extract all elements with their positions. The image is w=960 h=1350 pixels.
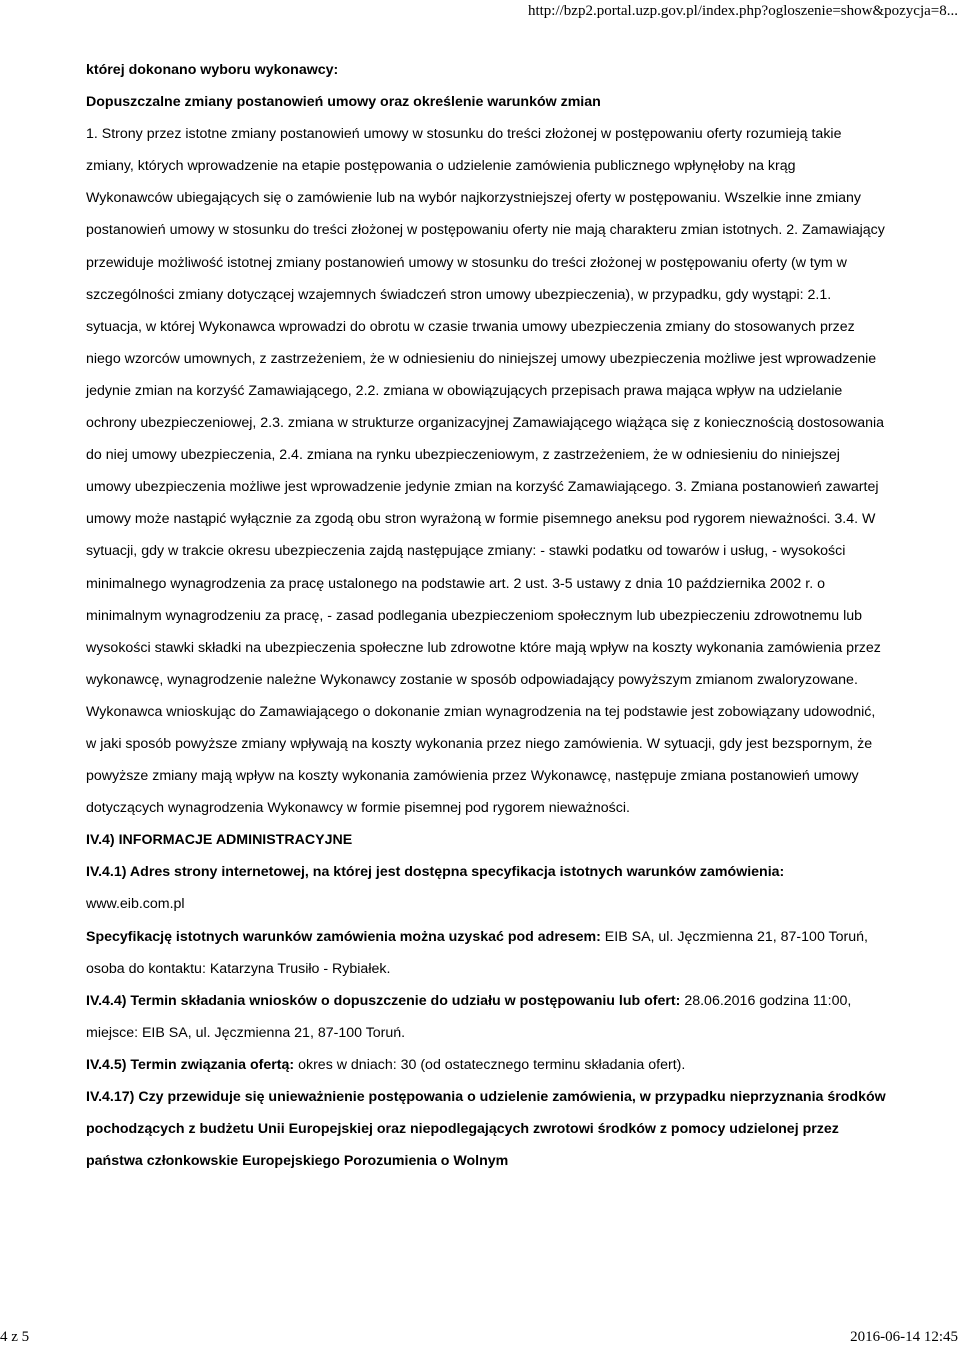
page-url: http://bzp2.portal.uzp.gov.pl/index.php?ogloszenie=show&pozycja=8... <box>527 3 958 19</box>
iv417-label: IV.4.17) Czy przewiduje się unieważnienie postępowania o udzielenie zamówienia, w przypadku nieprzyznania środków pochodzących z budżetu Unii Europejskiej oraz niepodlegających zwrotowi środków z pomocy udzielonej przez państwa członkowskie Europejskiego Porozumienia o Wolnym <box>86 1089 886 1170</box>
changes-heading-text: Dopuszczalne zmiany postanowień umowy oraz określenie warunków zmian <box>86 94 601 111</box>
page-number: 4 z 5 <box>0 1329 30 1345</box>
iv41-value: www.eib.com.pl <box>86 896 185 913</box>
iv41-label <box>86 856 886 888</box>
changes-heading <box>86 86 886 118</box>
intro-heading-text: której dokonano wyboru wykonawcy: <box>86 62 339 78</box>
iv45-paragraph <box>86 1049 886 1081</box>
document-body <box>86 54 886 1177</box>
section-iv4-heading <box>86 824 886 856</box>
iv44-paragraph <box>86 985 886 1049</box>
intro-heading <box>86 54 886 86</box>
iv41-label-text: IV.4.1) Adres strony internetowej, na której jest dostępna specyfikacja istotnych warunków zamówienia: <box>86 864 785 881</box>
iv45-value: okres w dniach: 30 (od ostatecznego terminu składania ofert). <box>294 1056 686 1073</box>
iv44-value: 28.06.2016 godzina 11:00, miejsce: EIB SA, ul. Jęczmienna 21, 87-100 Toruń. <box>86 992 852 1041</box>
siwz-label: Specyfikację istotnych warunków zamówienia można uzyskać pod adresem: <box>86 928 601 945</box>
section-iv4-heading-text: IV.4) INFORMACJE ADMINISTRACYJNE <box>86 832 353 849</box>
siwz-value: EIB SA, ul. Jęczmienna 21, 87-100 Toruń, osoba do kontaktu: Katarzyna Trusiło - Rybiałek. <box>86 928 868 977</box>
changes-body: 1. Strony przez istotne zmiany postanowień umowy w stosunku do treści złożonej w postępowaniu oferty rozumieją takie zmiany, których wprowadzenie na etapie postępowania o udzielenie zamówienia publicznego wpłynęłoby na krąg Wykonawców ubiegających się o zamówienie lub na wybór najkorzystniejszej oferty w postępowaniu. Wszelkie inne zmiany postanowień umowy w stosunku do treści złożonej w postępowaniu oferty nie mają charakteru zmian istotnych. 2. Zamawiający przewiduje możliwość istotnej zmiany postanowień umowy w stosunku do treści złożonej w postępowaniu oferty (w tym w szczególności zmiany dotyczącej wzajemnych świadczeń stron umowy ubezpieczenia), w przypadku, gdy wystąpi: 2.1. sytuacja, w której Wykonawca wprowadzi do obrotu w czasie trwania umowy ubezpieczenia zmiany do stosowanych przez niego wzorców umownych, z zastrzeżeniem, że w odniesieniu do niniejszej umowy ubezpieczenia możliwe jest wprowadzenie jedynie zmian na korzyść Zamawiającego, 2.2. zmiana w obowiązujących przepisach prawa mająca wpływ na udzielanie ochrony ubezpieczeniowej, 2.3. zmiana w strukturze organizacyjnej Zamawiającego wiążąca się z koniecznością dostosowania do niej umowy ubezpieczenia, 2.4. zmiana na rynku ubezpieczeniowym, z zastrzeżeniem, że w odniesieniu do niniejszej umowy ubezpieczenia możliwe jest wprowadzenie jedynie zmian na korzyść Zamawiającego. 3. Zmiana postanowień zawartej umowy może nastąpić wyłącznie za zgodą obu stron wyrażoną w formie pisemnego aneksu pod rygorem nieważności. 3.4. W sytuacji, gdy w trakcie okresu ubezpieczenia zajdą następujące zmiany: - stawki podatku od towarów i usług, - wysokości minimalnego wynagrodzenia za pracę ustalonego na podstawie art. 2 ust. 3-5 ustawy z dnia 10 października 2002 r. o minimalnym wynagrodzeniu za pracę, - zasad podlegania ubezpieczeniom społecznym lub ubezpieczeniu zdrowotnemu lub wysokości stawki składki na ubezpieczenia społeczne lub zdrowotne które mają wpływ na koszty wykonania zamówienia przez wykonawcę, wynagrodzenie należne Wykonawcy zostanie w sposób odpowiadający powyższym zmianom zwaloryzowane. Wykonawca wnioskując do Zamawiającego o dokonanie zmian wynagrodzenia na tej podstawie jest zobowiązany udowodnić, w jaki sposób powyższe zmiany wpływają na koszty wykonania przez niego zamówienia. W sytuacji, gdy jest bezspornym, że powyższe zmiany mają wpływ na koszty wykonania zamówienia przez Wykonawcę, następuje zmiana postanowień umowy dotyczących wynagrodzenia Wykonawcy w formie pisemnej pod rygorem nieważności. <box>86 126 885 817</box>
iv44-label: IV.4.4) Termin składania wniosków o dopuszczenie do udziału w postępowaniu lub ofert: <box>86 992 681 1009</box>
print-timestamp: 2016-06-14 12:45 <box>850 1329 958 1345</box>
iv45-label: IV.4.5) Termin związania ofertą: <box>86 1056 295 1073</box>
siwz-paragraph <box>86 921 886 985</box>
iv417-paragraph <box>86 1081 886 1177</box>
